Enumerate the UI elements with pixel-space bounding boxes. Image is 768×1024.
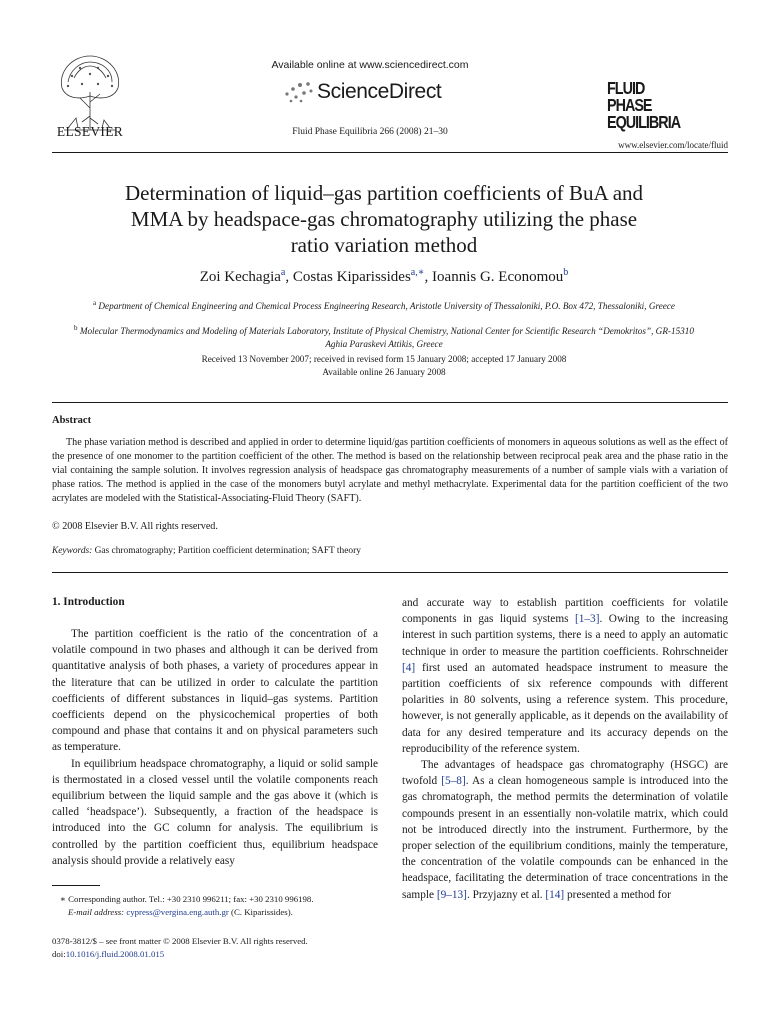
right-column: [402, 595, 728, 903]
author-list: [100, 267, 668, 286]
author-name: Zoi Kechagia: [199, 269, 281, 285]
abstract-top-divider: [52, 402, 728, 403]
paragraph-text: . As a clean homogeneous sample is introduced into the gas chromatograph, the method permits the determination of volatile compounds present in an essentially non-volatile matrix, which could not be introduced directly into the instrument. Furthermore, by the proper selection of the equilibrium conditions, mainly the temperature, the concentration of the volatile compounds can be enhanced in the headspace, facilitating the determination of trace concentrations in the sample: [402, 775, 728, 901]
author-affiliation-mark[interactable]: b: [563, 267, 569, 278]
affiliation-a: [64, 297, 704, 313]
header-divider: [52, 152, 728, 153]
affiliation-text: Department of Chemical Engineering and Chemical Process Engineering Research, Aristotle University of Thessaloniki, P.O. Box 472, Thessaloniki, Greece: [98, 301, 675, 312]
abstract-body: [52, 436, 728, 506]
email-label: E-mail address:: [68, 906, 125, 917]
affiliation-label: a: [93, 299, 97, 307]
article-dates: [64, 353, 704, 378]
issn-text: 0378-3812/$ – see front matter © 2008 Elsevier B.V. All rights reserved.: [52, 936, 308, 946]
footnote-mark: ∗: [60, 894, 66, 904]
paragraph-text: presented a method for: [564, 888, 671, 901]
paragraph: [402, 595, 728, 757]
affiliation-label: b: [74, 324, 78, 332]
journal-url-link[interactable]: www.elsevier.com/locate/fluid: [618, 140, 728, 150]
footnote-text: Corresponding author. Tel.: +30 2310 996211; fax: +30 2310 996198.: [65, 894, 314, 904]
paragraph-text: and accurate way to establish partition coefficients for volatile components in gas liquid systems: [402, 597, 728, 626]
article-title: Determination of liquid–gas partition coefficients of BuA and MMA by headspace-gas chromatography utilizing the phase ratio variation method: [124, 181, 644, 257]
citation-link[interactable]: [14]: [545, 888, 565, 901]
paragraph-text: . Owing to the increasing interest in such partition systems, there is a need to apply an automatic technique in order to measure the partition coefficients. Rohrschneider: [402, 613, 729, 658]
keywords-list: Gas chromatography; Partition coefficient determination; SAFT theory: [94, 546, 361, 556]
keywords: [52, 546, 728, 556]
abstract-heading: Abstract: [52, 415, 92, 426]
citation-link[interactable]: [1–3]: [575, 613, 600, 626]
section-heading: 1. Introduction: [52, 596, 125, 608]
author-affiliation-mark[interactable]: a,∗: [410, 267, 425, 278]
available-online-date: Available online 26 January 2008: [322, 366, 446, 377]
received-dates: Received 13 November 2007; received in revised form 15 January 2008; accepted 17 January 2008: [201, 354, 567, 364]
journal-logo-line-1: FLUID PHASE: [607, 78, 652, 115]
paragraph: The partition coefficient is the ratio of the concentration of a volatile compound in two phases and although it can be derived from quantitative analysis of both phases, a variety of procedures appear in the literature that can be utilized in order to calculate the partition coefficients of different substances in liquid–gas systems. Partition coefficients depend on the physicochemical properties of both compound and phase that contains it and on physical parameters such as temperature.: [52, 628, 378, 754]
corresponding-author-footnote: [60, 893, 390, 918]
citation-link[interactable]: [5–8]: [441, 775, 466, 788]
publisher-name: ELSEVIER: [56, 124, 124, 139]
paragraph: [402, 757, 728, 903]
sciencedirect-wordmark: ScienceDirect: [317, 80, 442, 103]
abstract-copyright: © 2008 Elsevier B.V. All rights reserved.: [52, 521, 218, 532]
paragraph-text: first used an automated headspace instrument to measure the partition coefficients of six reference compounds with different polarities in 80 solvents, using a reference system. This procedure, however, is not generally applicable, as it depends on the availability of data for any desired temperature and its accuracy depends on the reproducibility of the reference system.: [402, 661, 728, 755]
journal-logo-line-2: EQUILIBRIA: [607, 112, 681, 132]
left-column: [52, 626, 378, 869]
citation-link[interactable]: [4]: [402, 661, 416, 674]
doi-link[interactable]: 10.1016/j.fluid.2008.01.015: [65, 948, 165, 959]
paragraph: In equilibrium headspace chromatography, a liquid or solid sample is thermostated in a closed vessel until the volatile components reach equilibrium between the liquid sample and the gas above it (which is called ‘headspace’). Subsequently, a fraction of the headspace is introduced into the GC column for analysis. The equilibrium is controlled by the partition coefficient thus, equilibrium headspace analysis should provide a relatively easy: [52, 757, 378, 867]
citation-link[interactable]: [9–13]: [436, 888, 467, 901]
email-link[interactable]: cypress@vergina.eng.auth.gr: [126, 906, 229, 917]
affiliation-text: Molecular Thermodynamics and Modeling of Materials Laboratory, Institute of Physical Chemistry, National Center for Scientific Research “Demokritos”, GR-15310 Aghia Paraskevi Attikis, Greece: [79, 326, 694, 349]
email-suffix: (C. Kiparissides).: [228, 906, 293, 917]
keywords-label: Keywords:: [52, 546, 93, 556]
paragraph-text: . Przyjazny et al.: [466, 888, 546, 901]
author-name: Costas Kiparissides: [292, 269, 411, 285]
issn-footnote: [52, 935, 392, 960]
affiliation-b: [64, 322, 704, 350]
sciencedirect-dots-icon: [284, 80, 316, 104]
abstract-bottom-divider: [52, 572, 728, 573]
author-separator: ,: [424, 269, 433, 285]
author-affiliation-mark[interactable]: a: [280, 267, 286, 278]
footnote-divider: [52, 885, 100, 886]
journal-logo: [607, 80, 689, 131]
abstract-text: The phase variation method is described and applied in order to determine liquid/gas partition coefficients of monomers in aqueous solutions as well as the effect of the presence of one monomer to the partition coefficient of the other. The method is based on the relationship between reciprocal peak area and the phase ratio in the vial containing the sample solution. It involves regression analysis of headspace gas chromatography measurements of a number of sample vials with a variation of phase ratios. The method is applied in the case of the monomers butyl acrylate and methyl methacrylate. Experimental data for the partition coefficient of the two acrylates are modeled with the Statistical-Associating-Fluid Theory (SAFT).: [52, 437, 728, 505]
author-separator: ,: [285, 269, 293, 285]
author-name: Ioannis G. Economou: [432, 269, 564, 285]
paragraph-text: The advantages of headspace gas chromatography (HSGC) are twofold: [402, 759, 728, 788]
doi-label: doi:: [52, 948, 66, 959]
journal-reference: Fluid Phase Equilibria 266 (2008) 21–30: [292, 127, 448, 137]
available-online-text: Available online at www.sciencedirect.com: [271, 59, 469, 71]
